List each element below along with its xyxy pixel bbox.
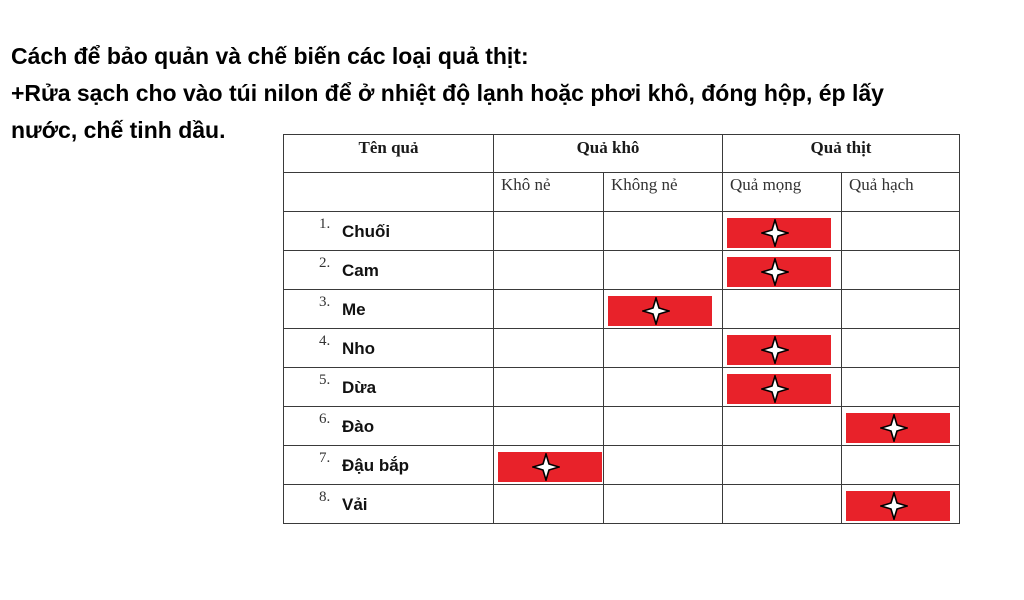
classification-cell bbox=[723, 485, 842, 524]
table-row bbox=[284, 329, 960, 368]
fruit-name-cell bbox=[284, 446, 494, 485]
header-dry-fruit: Quả khô bbox=[494, 135, 723, 173]
classification-cell bbox=[494, 251, 604, 290]
row-number: 6. bbox=[319, 411, 331, 427]
classification-cell bbox=[604, 290, 723, 329]
heading-line-2: +Rửa sạch cho vào túi nilon để ở nhiệt độ lạnh hoặc phơi khô, đóng hộp, ép lấy bbox=[11, 80, 884, 106]
fruit-name: Đào bbox=[342, 417, 375, 436]
selected-marker bbox=[498, 452, 602, 482]
classification-cell bbox=[604, 251, 723, 290]
table-row bbox=[284, 290, 960, 329]
heading-line-1: Cách để bảo quản và chế biến các loại quả thịt: bbox=[11, 43, 529, 69]
fruit-name: Cam bbox=[342, 261, 379, 280]
fruit-name: Dừa bbox=[342, 378, 377, 397]
fruit-name: Vải bbox=[342, 495, 368, 514]
subheader-drupe: Quả hạch bbox=[842, 173, 960, 212]
fruit-name: Chuối bbox=[342, 222, 391, 241]
classification-cell bbox=[842, 446, 960, 485]
subheader-dry-split: Khô nẻ bbox=[494, 173, 604, 212]
fruit-name-cell bbox=[284, 407, 494, 446]
row-number: 1. bbox=[319, 216, 331, 232]
subheader-empty bbox=[284, 173, 494, 212]
classification-cell bbox=[494, 212, 604, 251]
heading-line-3: nước, chế tinh dầu. bbox=[11, 117, 226, 143]
fruit-name: Nho bbox=[342, 339, 376, 358]
classification-cell bbox=[842, 368, 960, 407]
classification-cell bbox=[494, 329, 604, 368]
table-row bbox=[284, 485, 960, 524]
fruit-name-cell bbox=[284, 485, 494, 524]
fruit-classification-table bbox=[283, 134, 960, 524]
classification-cell bbox=[723, 329, 842, 368]
classification-cell bbox=[494, 368, 604, 407]
star-icon bbox=[880, 492, 908, 520]
star-icon bbox=[761, 258, 789, 286]
subheader-berry: Quả mọng bbox=[723, 173, 842, 212]
classification-cell bbox=[842, 329, 960, 368]
classification-cell bbox=[842, 290, 960, 329]
table-row bbox=[284, 212, 960, 251]
classification-cell bbox=[723, 446, 842, 485]
selected-marker bbox=[727, 218, 831, 248]
classification-cell bbox=[494, 485, 604, 524]
classification-cell bbox=[723, 251, 842, 290]
row-number: 4. bbox=[319, 333, 331, 349]
star-icon bbox=[880, 414, 908, 442]
table-row bbox=[284, 446, 960, 485]
heading bbox=[11, 38, 1011, 149]
table-body bbox=[284, 212, 960, 524]
table-row bbox=[284, 251, 960, 290]
row-number: 5. bbox=[319, 372, 331, 388]
classification-cell bbox=[494, 290, 604, 329]
classification-cell bbox=[604, 407, 723, 446]
table-subheader-row bbox=[284, 173, 960, 212]
star-icon bbox=[761, 336, 789, 364]
fruit-name: Đậu bắp bbox=[342, 456, 410, 475]
classification-cell bbox=[604, 329, 723, 368]
classification-cell bbox=[604, 212, 723, 251]
classification-cell bbox=[604, 368, 723, 407]
selected-marker bbox=[608, 296, 712, 326]
subheader-dry-nosplit: Không nẻ bbox=[604, 173, 723, 212]
row-number: 3. bbox=[319, 294, 331, 310]
classification-cell bbox=[842, 212, 960, 251]
star-icon bbox=[761, 375, 789, 403]
fruit-name: Me bbox=[342, 300, 366, 319]
header-fleshy-fruit: Quả thịt bbox=[723, 135, 960, 173]
fruit-name-cell bbox=[284, 212, 494, 251]
classification-cell bbox=[604, 485, 723, 524]
fruit-name-cell bbox=[284, 368, 494, 407]
classification-cell bbox=[842, 407, 960, 446]
selected-marker bbox=[846, 491, 950, 521]
star-icon bbox=[761, 219, 789, 247]
selected-marker bbox=[727, 257, 831, 287]
star-icon bbox=[642, 297, 670, 325]
table-row bbox=[284, 368, 960, 407]
row-number: 7. bbox=[319, 450, 331, 466]
classification-cell bbox=[604, 446, 723, 485]
star-icon bbox=[532, 453, 560, 481]
row-number: 8. bbox=[319, 489, 331, 505]
selected-marker bbox=[846, 413, 950, 443]
table-row bbox=[284, 407, 960, 446]
selected-marker bbox=[727, 374, 831, 404]
classification-cell bbox=[494, 446, 604, 485]
row-number: 2. bbox=[319, 255, 331, 271]
selected-marker bbox=[727, 335, 831, 365]
classification-cell bbox=[723, 290, 842, 329]
classification-cell bbox=[723, 212, 842, 251]
table-header-row bbox=[284, 135, 960, 173]
fruit-name-cell bbox=[284, 251, 494, 290]
fruit-name-cell bbox=[284, 329, 494, 368]
classification-cell bbox=[494, 407, 604, 446]
classification-cell bbox=[723, 368, 842, 407]
classification-cell bbox=[723, 407, 842, 446]
header-fruit-name: Tên quả bbox=[284, 135, 494, 173]
classification-cell bbox=[842, 485, 960, 524]
fruit-name-cell bbox=[284, 290, 494, 329]
classification-cell bbox=[842, 251, 960, 290]
